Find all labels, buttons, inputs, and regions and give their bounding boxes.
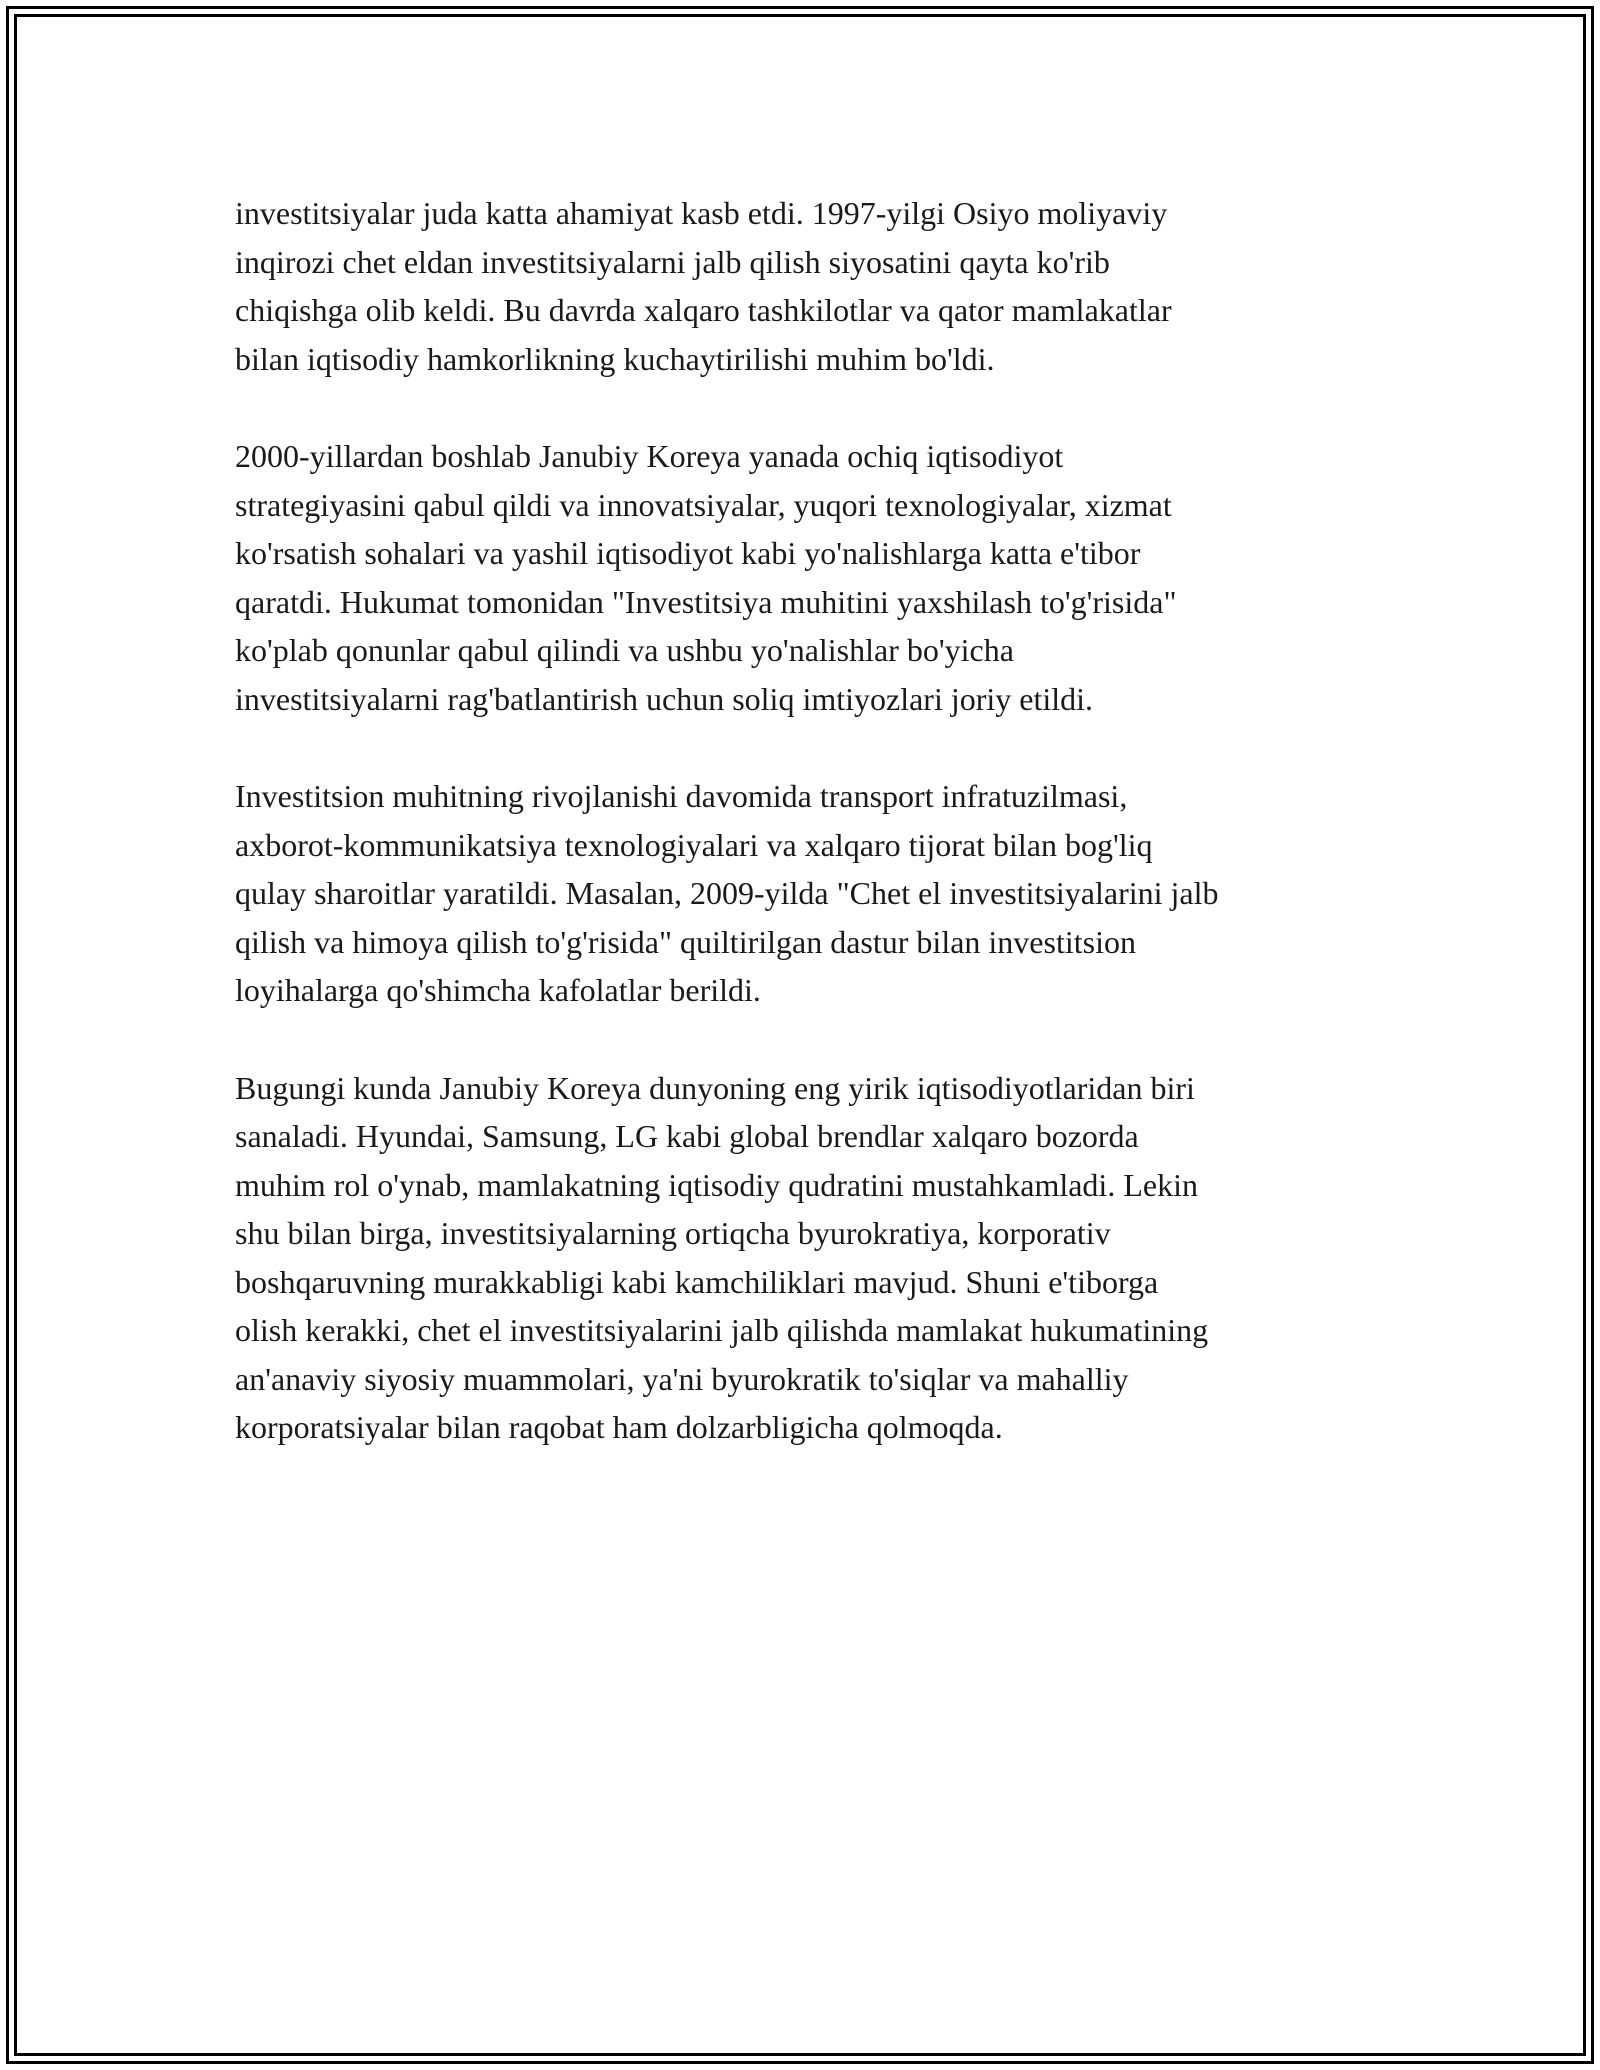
document-body [235,189,1375,1501]
text-line: bilan iqtisodiy hamkorlikning kuchaytirilishi muhim bo'ldi. [235,340,995,377]
paragraph-2 [235,432,1375,723]
text-line: ko'plab qonunlar qabul qilindi va ushbu yo'nalishlar bo'yicha [235,632,1014,668]
text-line: investitsiyalar juda katta ahamiyat kasb etdi. 1997-yilgi Osiyo moliyaviy [235,195,1168,231]
text-line: ko'rsatish sohalari va yashil iqtisodiyot kabi yo'nalishlarga katta e'tibor [235,535,1141,571]
text-line: axborot-kommunikatsiya texnologiyalari va xalqaro tijorat bilan bog'liq [235,826,1153,863]
text-line: muhim rol o'ynab, mamlakatning iqtisodiy qudratini mustahkamladi. Lekin [235,1166,1198,1203]
text-line: loyihalarga qo'shimcha kafolatlar berildi. [235,972,761,1008]
text-line: qaratdi. Hukumat tomonidan "Investitsiya muhitini yaxshilash to'g'risida" [235,583,1177,620]
text-line: qilish va himoya qilish to'g'risida" quiltirilgan dastur bilan investitsion [235,923,1136,960]
text-line: chiqishga olib keldi. Bu davrda xalqaro tashkilotlar va qator mamlakatlar [235,292,1172,328]
text-line: inqirozi chet eldan investitsiyalarni jalb qilish siyosatini qayta ko'rib [235,243,1110,280]
text-line: boshqaruvning murakkabligi kabi kamchiliklari mavjud. Shuni e'tiborga [235,1263,1159,1300]
paragraph-1 [235,189,1375,383]
text-line: Bugungi kunda Janubiy Koreya dunyoning eng yirik iqtisodiyotlaridan biri [235,1069,1195,1106]
text-line: shu bilan birga, investitsiyalarning ortiqcha byurokratiya, korporativ [235,1215,1111,1251]
text-line: qulay sharoitlar yaratildi. Masalan, 2009-yilda "Chet el investitsiyalarini jalb [235,875,1219,911]
paragraph-4 [235,1064,1375,1452]
paragraph-3 [235,772,1375,1015]
text-line: investitsiyalarni rag'batlantirish uchun soliq imtiyozlari joriy etildi. [235,680,1094,717]
text-line: an'anaviy siyosiy muammolari, ya'ni byurokratik to'siqlar va mahalliy [235,1360,1129,1397]
text-line: korporatsiyalar bilan raqobat ham dolzarbligicha qolmoqda. [235,1409,1003,1445]
text-line: sanaladi. Hyundai, Samsung, LG kabi global brendlar xalqaro bozorda [235,1118,1139,1154]
text-line: olish kerakki, chet el investitsiyalarini jalb qilishda mamlakat hukumatining [235,1312,1209,1348]
text-line: 2000-yillardan boshlab Janubiy Koreya yanada ochiq iqtisodiyot [235,438,1064,474]
text-line: Investitsion muhitning rivojlanishi davomida transport infratuzilmasi, [235,778,1128,814]
text-line: strategiyasini qabul qildi va innovatsiyalar, yuqori texnologiyalar, xizmat [235,486,1172,523]
